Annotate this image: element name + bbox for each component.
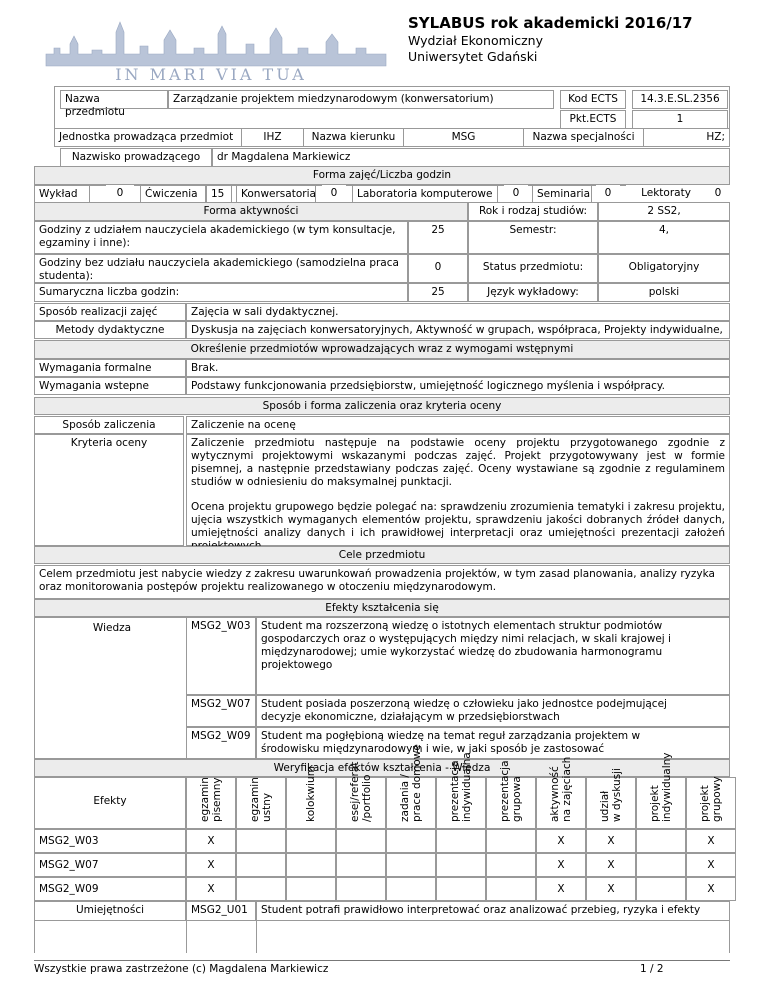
verification-mark [236, 877, 286, 901]
prereq-section-title: Określenie przedmiotów wprowadzających wraz z wymogami wstępnymi [34, 340, 730, 359]
verification-mark [636, 853, 686, 877]
lecture-label: Wykład [34, 185, 90, 204]
verification-mark [486, 829, 536, 853]
unit-value: IHZ [242, 128, 304, 147]
lecture-value: 0 [106, 185, 134, 204]
seminar-label: Seminaria [532, 185, 592, 204]
verification-mark [386, 829, 436, 853]
verification-column-header [436, 752, 486, 829]
spec-label: Nazwa specjalności [524, 128, 644, 147]
lab-value: 0 [504, 185, 528, 204]
ects-code-label: Kod ECTS [560, 90, 626, 109]
verification-column-header [586, 768, 636, 829]
outcome-code: MSG2_W09 [186, 727, 256, 759]
semester-label: Semestr: [468, 221, 598, 254]
verification-column-label: udział w dyskusji [599, 768, 623, 822]
criteria-paragraph-1: Zaliczenie przedmiotu następuje na podstawie oceny projektu przygotowanego zgodnie z wytycznymi projektowymi wskazanymi podczas zajęć. Projekt przygotowywany jest w formie pisemnej, a następnie przedstawiany podczas zajęć. Oceny wystawiane są zgodnie z regulaminem studiów w odniesieniu do maksymalnej punktacji. [191, 437, 725, 488]
verification-column-header [486, 760, 536, 829]
lecturer-value: dr Magdalena Markiewicz [212, 148, 730, 167]
verification-mark [336, 829, 386, 853]
verification-mark: X [686, 853, 736, 877]
skills-code: MSG2_U01 [186, 901, 256, 921]
semester-value: 4, [598, 221, 730, 254]
verification-column-label: egzamin ustny [249, 777, 273, 822]
lecturer-label: Nazwisko prowadzącego [60, 148, 212, 167]
verification-column-label: zadania / prace domowe [399, 744, 423, 822]
language-label: Język wykładowy: [468, 283, 598, 302]
conversatory-label: Konwersatoria [236, 185, 316, 204]
exercises-label: Ćwiczenia [140, 185, 206, 204]
field-value: MSG [404, 128, 524, 147]
verification-row-code: MSG2_W07 [34, 853, 186, 877]
goals-text: Celem przedmiotu jest nabycie wiedzy z zakresu uwarunkowań prowadzenia projektów, w tym zasad planowania, analizy ryzyka oraz monitorowania postępów projektu realizowanego w otoczeniu międzynarodowym. [34, 565, 730, 599]
seminar-value: 0 [596, 185, 620, 204]
verification-mark: X [186, 853, 236, 877]
spec-value: HZ; [644, 128, 730, 147]
language-value: polski [598, 283, 730, 302]
verification-mark [436, 853, 486, 877]
initial-req-value: Podstawy funkcjonowania przedsiębiorstw, umiejętność logicznego myślenia i współpracy. [186, 377, 730, 395]
ects-points-label: Pkt.ECTS [560, 110, 626, 129]
verification-mark [436, 877, 486, 901]
verification-mark [636, 877, 686, 901]
year-value: 2 SS2, [598, 202, 730, 221]
faculty-name: Wydział Ekonomiczny [408, 33, 544, 48]
skills-label: Umiejętności [34, 901, 186, 921]
self-hours-value: 0 [408, 254, 468, 283]
university-logo [36, 14, 396, 84]
verification-mark [486, 877, 536, 901]
verification-column-label: projekt indywidualny [649, 752, 673, 822]
footer-copyright: Wszystkie prawa zastrzeżone (c) Magdalena Markiewicz [34, 963, 329, 975]
verification-mark [336, 853, 386, 877]
verification-column-label: prezentacja indywidualna [449, 752, 473, 822]
verification-column-label: kolokwium [305, 766, 317, 822]
verification-mark [386, 877, 436, 901]
lab-label: Laboratoria komputerowe [352, 185, 498, 204]
verification-column-header [386, 744, 436, 829]
verification-column-header [286, 766, 336, 829]
realization-label: Sposób realizacji zajęć [34, 303, 186, 321]
didactic-label: Metody dydaktyczne [34, 321, 186, 339]
criteria-paragraph-2: Ocena projektu grupowego będzie polegać na: sprawdzeniu zrozumienia tematyki i zakresu projektu, ujęcia wszystkich wymaganych elementów projektu, sprawdzeniu jakości dobranych źródeł danych, umiejętności analizy danych i ich prawidłowej interpretacji oraz umiejętności prezentacji założeń [191, 501, 725, 539]
exercises-value: 15 [206, 185, 232, 204]
page-title: SYLABUS rok akademicki 2016/17 [408, 14, 693, 32]
verification-column-label: projekt grupowy [699, 776, 723, 822]
verification-mark: X [536, 853, 586, 877]
verification-mark: X [686, 877, 736, 901]
course-name-label: Nazwa przedmiotu [60, 90, 168, 109]
verification-mark [336, 877, 386, 901]
verification-column-label: prezentacja grupowa [499, 760, 523, 822]
verification-column-label: aktywność na zajęciach [549, 756, 573, 822]
status-label: Status przedmiotu: [468, 254, 598, 283]
verification-column-label: esej/referat /portfolio [349, 761, 373, 822]
verification-column-header [536, 756, 586, 829]
conversatory-value: 0 [322, 185, 346, 204]
initial-req-label: Wymagania wstepne [34, 377, 186, 395]
contact-hours-label: Godziny z udziałem nauczyciela akademickiego (w tym konsultacje, egzaminy i inne): [34, 221, 408, 254]
verification-mark: X [536, 829, 586, 853]
verification-mark [486, 853, 536, 877]
university-name: Uniwersytet Gdański [408, 49, 538, 64]
lectorate-label: Lektoraty [626, 185, 706, 204]
verification-mark [636, 829, 686, 853]
verification-mark: X [686, 829, 736, 853]
outcome-text: Student posiada poszerzoną wiedzę o człowieku jako jednostce podejmującej decyzje ekonomiczne, działającym w przedsiębiorstwach [256, 695, 730, 727]
verification-mark [436, 829, 486, 853]
realization-value: Zajęcia w sali dydaktycznej. [186, 303, 730, 321]
grading-method-label: Sposób zaliczenia [34, 416, 184, 434]
verification-column-header [336, 761, 386, 829]
outcome-text: Student ma pogłębioną wiedzę na temat reguł zarządzania projektem w środowisku międzynarodowym i wie, w jaki sposób je zastosować [256, 727, 730, 759]
verification-row-code: MSG2_W09 [34, 877, 186, 901]
course-name-value: Zarządzanie projektem miedzynarodowym (konwersatorium) [168, 90, 554, 109]
verification-mark: X [536, 877, 586, 901]
verification-column-header [236, 777, 286, 829]
verification-row-code: MSG2_W03 [34, 829, 186, 853]
criteria-value [186, 434, 730, 546]
outcome-code: MSG2_W03 [186, 617, 256, 695]
outcomes-section-title: Efekty kształcenia się [34, 599, 730, 617]
activity-form-label: Forma aktywności [34, 202, 468, 221]
verification-column-label: egzamin pisemny [199, 777, 223, 822]
outcome-text: Student ma rozszerzoną wiedzę o istotnych elementach struktur podmiotów gospodarczych oraz o występujących między nimi relacjach, w skali krajowej i międzynarodowej; umie wykorzystać wiedzę do zbudowania harmonogramu projektowego [256, 617, 730, 695]
grading-section-title: Sposób i forma zaliczenia oraz kryteria oceny [34, 397, 730, 415]
contact-hours-value: 25 [408, 221, 468, 254]
grading-method-value: Zaliczenie na ocenę [186, 416, 730, 434]
page-number: 1 / 2 [640, 963, 664, 975]
verification-mark: X [586, 829, 636, 853]
total-hours-label: Sumaryczna liczba godzin: [34, 283, 408, 302]
field-label: Nazwa kierunku [304, 128, 404, 147]
goals-section-title: Cele przedmiotu [34, 546, 730, 564]
skills-text: Student potrafi prawidłowo interpretować oraz analizować przebieg, ryzyka i efekty [256, 901, 730, 921]
knowledge-label: Wiedza [62, 620, 162, 638]
lectorate-value: 0 [706, 185, 730, 204]
verification-mark [286, 853, 336, 877]
year-label: Rok i rodzaj studiów: [468, 202, 598, 221]
ects-points-value: 1 [632, 110, 728, 129]
verification-column-header [186, 777, 236, 829]
verification-mark [236, 853, 286, 877]
didactic-value: Dyskusja na zajęciach konwersatoryjnych, Aktywność w grupach, współpraca, Projekty indywidualne, [186, 321, 730, 339]
ects-code-value: 14.3.E.SL.2356 [632, 90, 728, 109]
self-hours-label: Godziny bez udziału nauczyciela akademickiego (samodzielna praca studenta): [34, 254, 408, 283]
total-hours-value: 25 [408, 283, 468, 302]
verification-mark: X [586, 853, 636, 877]
verification-mark [386, 853, 436, 877]
outcome-code: MSG2_W07 [186, 695, 256, 727]
logo-motto: IN MARI VIA TUA [115, 65, 307, 84]
formal-req-label: Wymagania formalne [34, 359, 186, 377]
verification-mark: X [186, 877, 236, 901]
verification-mark: X [586, 877, 636, 901]
criteria-label: Kryteria oceny [34, 434, 184, 546]
verification-mark [286, 877, 336, 901]
verification-column-header [636, 752, 686, 829]
formal-req-value: Brak. [186, 359, 730, 377]
verification-mark [236, 829, 286, 853]
verification-mark [286, 829, 336, 853]
forms-section-title: Forma zajęć/Liczba godzin [34, 166, 730, 185]
effects-header: Efekty [34, 777, 186, 829]
status-value: Obligatoryjny [598, 254, 730, 283]
verification-section-title: Weryfikacja efektów kształcenia - Wiedza [34, 759, 730, 777]
unit-label: Jednostka prowadząca przedmiot [54, 128, 242, 147]
verification-column-header [686, 777, 736, 829]
verification-mark: X [186, 829, 236, 853]
